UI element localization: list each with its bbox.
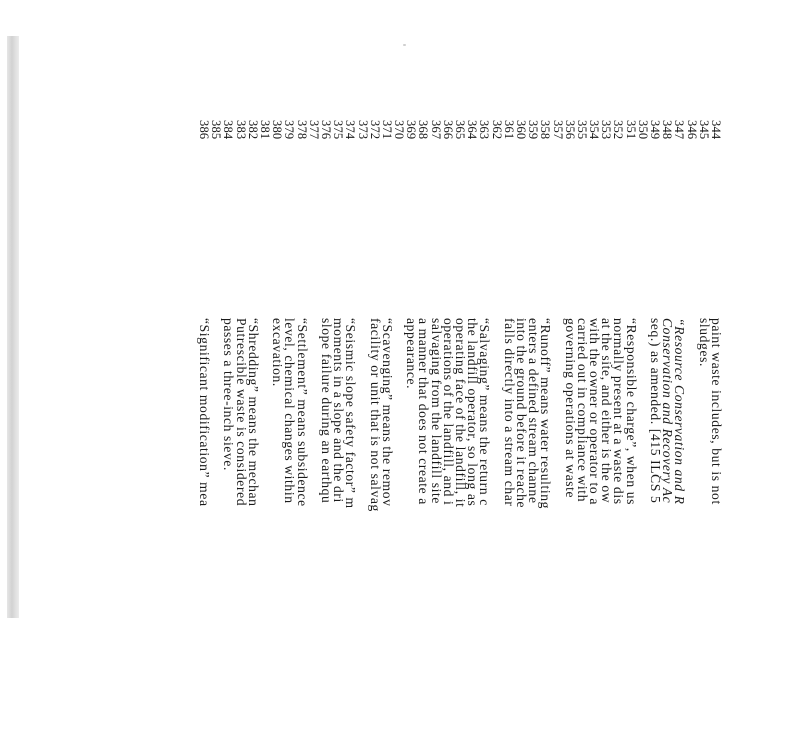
scanner-edge-shadow bbox=[7, 36, 19, 618]
line-number: 378 bbox=[294, 120, 309, 140]
text-line: “Seismic slope safety factor” m bbox=[343, 318, 359, 509]
text-line: moments in a slope and the dri bbox=[331, 318, 347, 503]
text-line: “Salvaging” means the return c bbox=[477, 318, 493, 506]
line-number: 348 bbox=[660, 120, 675, 140]
text-line: paint waste includes, but is not bbox=[709, 318, 724, 505]
text-line: “Responsible charge”, when us bbox=[623, 318, 639, 506]
text-line: normally present at a waste dis bbox=[611, 318, 627, 505]
text-line: carried out in compliance with bbox=[574, 318, 590, 503]
line-number: 344 bbox=[709, 120, 723, 140]
text-line bbox=[551, 318, 563, 738]
line-number: 345 bbox=[696, 120, 711, 140]
text-line: slope failure during an earthqu bbox=[319, 318, 334, 504]
line-number: 382 bbox=[245, 120, 260, 140]
line-number: 362 bbox=[489, 120, 504, 140]
text-line: operating face of the landfill, it bbox=[453, 318, 469, 508]
line-number: 353 bbox=[599, 120, 614, 140]
line-number: 359 bbox=[526, 120, 541, 140]
line-number: 357 bbox=[550, 120, 565, 140]
line-number: 358 bbox=[538, 120, 553, 140]
body-text-column bbox=[198, 318, 722, 738]
text-line: sludges. bbox=[696, 318, 712, 367]
text-line bbox=[685, 318, 697, 738]
text-line: salvaging from the landfill site bbox=[428, 318, 444, 505]
line-number: 355 bbox=[574, 120, 589, 140]
line-number-column bbox=[198, 120, 722, 158]
line-number: 373 bbox=[355, 120, 370, 140]
text-line bbox=[356, 318, 368, 738]
text-line: “Shredding” means the mechan bbox=[245, 318, 261, 507]
text-line-italic: Conservation and Recovery Ac bbox=[660, 318, 676, 504]
text-line: a manner that does not create a bbox=[416, 318, 432, 505]
line-number: 370 bbox=[392, 120, 407, 140]
text-line: with the owner or operator to a bbox=[587, 318, 603, 505]
line-number: 371 bbox=[379, 120, 394, 140]
line-number: 351 bbox=[623, 120, 638, 140]
text-line: “Runoff” means water resulting bbox=[538, 318, 554, 510]
line-number: 375 bbox=[331, 120, 346, 140]
text-line: seq.) as amended. [415 ILCS 5 bbox=[648, 318, 664, 504]
line-number: 379 bbox=[282, 120, 297, 140]
line-number: 386 bbox=[197, 120, 212, 140]
scan-speck bbox=[403, 44, 406, 46]
rotated-document-page bbox=[124, 120, 722, 620]
text-line: appearance. bbox=[404, 318, 420, 390]
text-line: passes a three-inch sieve. bbox=[221, 318, 237, 471]
text-line: Putrescible waste is considered bbox=[233, 318, 249, 507]
text-line: into the ground before it reache bbox=[514, 318, 529, 509]
line-number: 364 bbox=[465, 120, 480, 140]
text-line: facility or unit that is not salvag bbox=[367, 318, 383, 512]
line-number: 361 bbox=[501, 120, 516, 140]
line-number: 368 bbox=[416, 120, 431, 140]
line-number: 374 bbox=[343, 120, 358, 140]
text-line: “Scavenging” means the remov bbox=[379, 318, 395, 507]
line-number: 350 bbox=[635, 120, 650, 140]
line-number: 377 bbox=[306, 120, 321, 140]
text-line: the landfill operator, so long as bbox=[465, 318, 481, 507]
line-number: 369 bbox=[404, 120, 419, 140]
text-line: at the site, and either is the ow bbox=[599, 318, 615, 504]
line-number: 381 bbox=[258, 120, 273, 140]
line-number: 363 bbox=[477, 120, 492, 140]
text-line bbox=[490, 318, 502, 738]
line-number: 367 bbox=[428, 120, 443, 140]
line-number: 372 bbox=[367, 120, 382, 140]
text-line: governing operations at waste bbox=[562, 318, 578, 499]
text-line: “Settlement” means subsidence bbox=[294, 318, 310, 507]
line-number: 385 bbox=[209, 120, 224, 140]
line-number: 383 bbox=[233, 120, 248, 140]
line-number: 354 bbox=[587, 120, 602, 140]
line-number: 360 bbox=[514, 120, 528, 140]
line-number: 349 bbox=[648, 120, 663, 140]
line-number: 380 bbox=[270, 120, 285, 140]
line-number: 366 bbox=[440, 120, 455, 140]
text-line: level, chemical changes within bbox=[282, 318, 298, 504]
line-number: 352 bbox=[611, 120, 626, 140]
text-line: falls directly into a stream char bbox=[501, 318, 517, 507]
line-number: 346 bbox=[684, 120, 699, 140]
text-line-italic: “Resource Conservation and R bbox=[672, 318, 688, 505]
text-line: excavation. bbox=[270, 318, 286, 387]
line-number: 365 bbox=[453, 120, 468, 140]
line-number: 347 bbox=[672, 120, 687, 140]
line-number: 384 bbox=[221, 120, 236, 140]
line-number: 376 bbox=[319, 120, 333, 140]
text-line: “Significant modification” mea bbox=[197, 318, 213, 507]
text-line: enters a defined stream channe bbox=[526, 318, 542, 504]
line-number: 356 bbox=[562, 120, 577, 140]
text-line: operations of the landfill, and i bbox=[440, 318, 456, 506]
